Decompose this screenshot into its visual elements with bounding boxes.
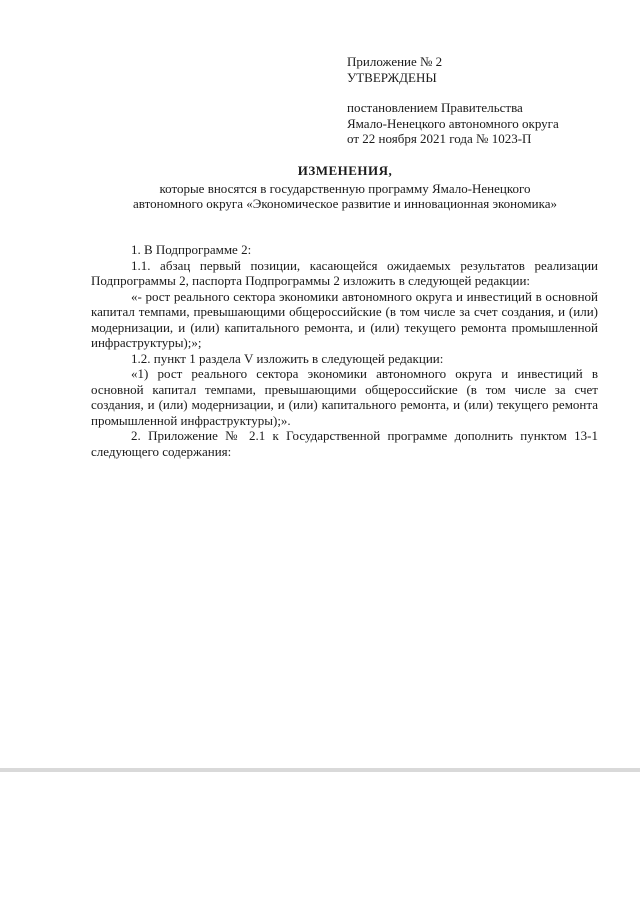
approval-resolution: постановлением Правительства [347, 100, 523, 115]
approval-spacer [347, 85, 559, 100]
approved-label: УТВЕРЖДЕНЫ [347, 69, 437, 85]
paragraph-1: 1. В Подпрограмме 2: [131, 242, 252, 257]
document-subtitle-line-1: которые вносятся в государственную программу Ямало-Ненецкого [159, 180, 531, 196]
document-subtitle-line-2: автономного округа «Экономическое развитие и инновационная экономика» [133, 196, 557, 211]
document-title: ИЗМЕНЕНИЯ, [297, 163, 393, 178]
paragraph-quote-1: «- рост реального сектора экономики автономного округа и инвестиций в основной капитал темпами, превышающими общероссийские (в том числе за счет создания, и (или) модернизации, и (или) капитального ремонта, и (или) текущего ремонта промышленной инфраструктуры);»; [91, 288, 598, 350]
paragraph-1-1: 1.1. абзац первый позиции, касающейся ожидаемых результатов реализации Подпрограммы 2, паспорта Подпрограммы 2 изложить в следующей редакции: [91, 257, 598, 288]
appendix-number: Приложение № 2 [347, 54, 443, 69]
document-body [91, 242, 598, 459]
paragraph-1-2: 1.2. пункт 1 раздела V изложить в следующей редакции: [131, 350, 444, 366]
approval-stamp [347, 54, 559, 147]
page-edge [0, 768, 640, 772]
paragraph-quote-2: «1) рост реального сектора экономики автономного округа и инвестиций в основной капитал темпами, превышающими общероссийские (в том числе за счет создания, и (или) модернизации, и (или) капитального ремонта, и (или) текущего ремонта промышленной инфраструктуры);». [91, 366, 598, 428]
paragraph-2: 2. Приложение № 2.1 к Государственной программе дополнить пунктом 13-1 следующего содержания: [91, 428, 598, 459]
document-heading [80, 163, 610, 212]
approval-authority: Ямало-Ненецкого автономного округа [347, 115, 559, 131]
approval-date: от 22 ноября 2021 года № 1023-П [347, 131, 532, 146]
